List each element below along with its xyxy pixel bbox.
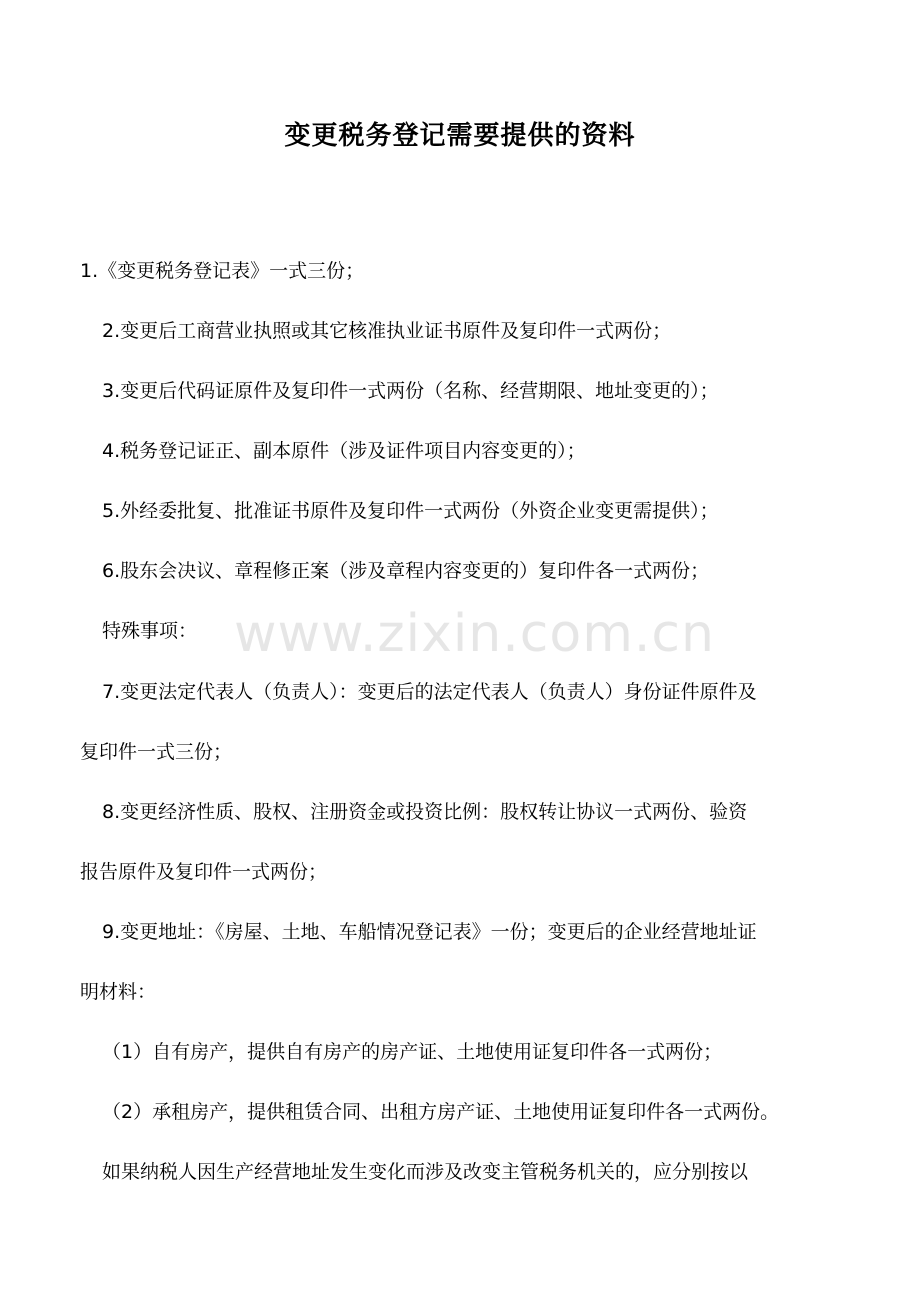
list-item-7-continued: 复印件一式三份； <box>80 741 233 763</box>
list-item-9: 9.变更地址：《房屋、土地、车船情况登记表》一份；变更后的企业经营地址证 <box>102 921 757 943</box>
list-item-8-continued: 报告原件及复印件一式两份； <box>80 861 328 883</box>
special-items-heading: 特殊事项： <box>102 620 198 642</box>
list-item-8: 8.变更经济性质、股权、注册资金或投资比例：股权转让协议一式两份、验资 <box>102 801 748 823</box>
document-title: 变更税务登记需要提供的资料 <box>284 121 636 151</box>
sub-item-2: （2）承租房产，提供租赁合同、出租方房产证、土地使用证复印件各一式两份。 <box>102 1101 780 1123</box>
list-item-4: 4.税务登记证正、副本原件（涉及证件项目内容变更的）； <box>102 440 586 462</box>
list-item-3: 3.变更后代码证原件及复印件一式两份（名称、经营期限、地址变更的）； <box>102 380 719 402</box>
list-item-7: 7.变更法定代表人（负责人）：变更后的法定代表人（负责人）身份证件原件及 <box>102 681 757 703</box>
list-item-5: 5.外经委批复、批准证书原件及复印件一式两份（外资企业变更需提供）； <box>102 500 719 522</box>
list-item-9-continued: 明材料： <box>80 981 157 1003</box>
watermark: www.zixin.com.cn <box>234 604 715 664</box>
sub-item-1: （1）自有房产，提供自有房产的房产证、土地使用证复印件各一式两份； <box>102 1041 723 1063</box>
list-item-6: 6.股东会决议、章程修正案（涉及章程内容变更的）复印件各一式两份； <box>102 560 710 582</box>
list-item-1: 1.《变更税务登记表》一式三份； <box>80 260 365 282</box>
closing-paragraph: 如果纳税人因生产经营地址发生变化而涉及改变主管税务机关的，应分别按以 <box>102 1161 749 1183</box>
list-item-2: 2.变更后工商营业执照或其它核准执业证书原件及复印件一式两份； <box>102 320 672 342</box>
